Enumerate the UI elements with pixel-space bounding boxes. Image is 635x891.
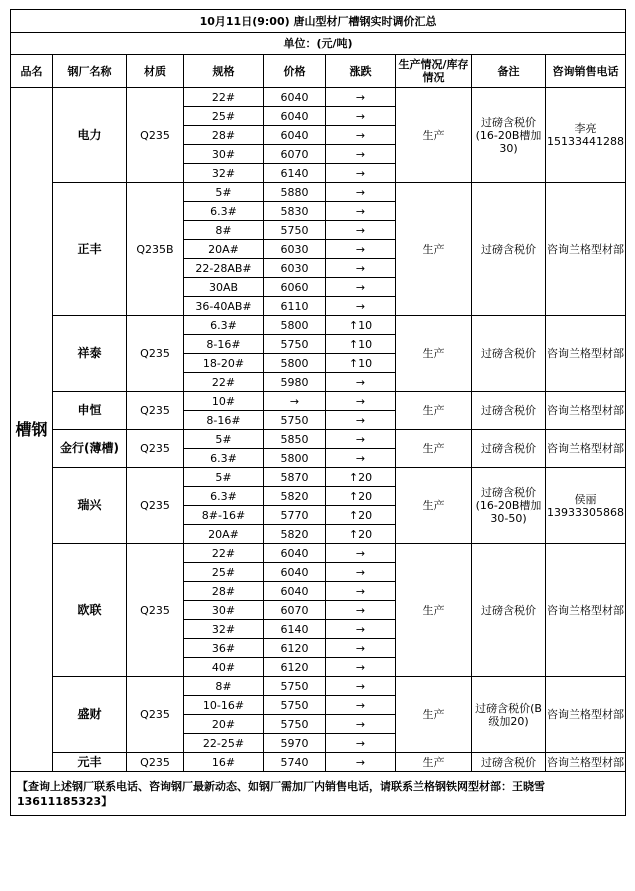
price-cell: 5850 [264, 430, 326, 449]
change-cell: ↑10 [326, 316, 396, 335]
status-cell: 生产 [396, 430, 472, 468]
mill-name: 欧联 [53, 544, 127, 677]
change-cell: → [326, 183, 396, 202]
table-row [11, 430, 626, 449]
table-row [11, 753, 626, 772]
spec-cell: 5# [184, 183, 264, 202]
contact-cell: 咨询兰格型材部 [546, 183, 626, 316]
change-cell: → [326, 734, 396, 753]
material: Q235B [127, 183, 184, 316]
change-cell: → [326, 126, 396, 145]
spec-cell: 40# [184, 658, 264, 677]
header-mill: 钢厂名称 [53, 55, 127, 88]
material: Q235 [127, 753, 184, 772]
table-row [11, 392, 626, 411]
price-cell: 5820 [264, 487, 326, 506]
price-cell: 6070 [264, 601, 326, 620]
status-cell: 生产 [396, 544, 472, 677]
page-title: 10月11日(9:00) 唐山型材厂槽钢实时调价汇总 [11, 10, 626, 33]
status-cell: 生产 [396, 468, 472, 544]
mill-name: 电力 [53, 88, 127, 183]
note-cell: 过磅含税价 [472, 316, 546, 392]
price-cell: 5770 [264, 506, 326, 525]
change-cell: → [326, 544, 396, 563]
spec-cell: 30AB [184, 278, 264, 297]
change-cell: → [326, 164, 396, 183]
status-cell: 生产 [396, 316, 472, 392]
change-cell: → [326, 639, 396, 658]
status-cell: 生产 [396, 753, 472, 772]
change-cell: → [326, 582, 396, 601]
spec-cell: 32# [184, 164, 264, 183]
spec-cell: 22# [184, 544, 264, 563]
change-cell: → [326, 88, 396, 107]
table-row [11, 316, 626, 335]
spec-cell: 32# [184, 620, 264, 639]
contact-cell: 咨询兰格型材部 [546, 316, 626, 392]
table-row [11, 183, 626, 202]
spec-cell: 8-16# [184, 411, 264, 430]
change-cell: ↑10 [326, 354, 396, 373]
price-cell: 5980 [264, 373, 326, 392]
note-cell: 过磅含税价(16-20B槽加30) [472, 88, 546, 183]
spec-cell: 6.3# [184, 449, 264, 468]
mill-name: 申恒 [53, 392, 127, 430]
spec-cell: 20A# [184, 240, 264, 259]
change-cell: ↑20 [326, 468, 396, 487]
price-cell: 6040 [264, 107, 326, 126]
change-cell: → [326, 620, 396, 639]
price-cell: 6040 [264, 563, 326, 582]
header-contact: 咨询销售电话 [546, 55, 626, 88]
contact-cell: 咨询兰格型材部 [546, 430, 626, 468]
price-cell: 6070 [264, 145, 326, 164]
change-cell: ↑20 [326, 525, 396, 544]
price-cell: 5800 [264, 354, 326, 373]
material: Q235 [127, 88, 184, 183]
spec-cell: 6.3# [184, 202, 264, 221]
spec-cell: 36# [184, 639, 264, 658]
price-cell: 6030 [264, 259, 326, 278]
note-cell: 过磅含税价(16-20B槽加30-50) [472, 468, 546, 544]
spec-cell: 8#-16# [184, 506, 264, 525]
material: Q235 [127, 544, 184, 677]
spec-cell: 8# [184, 221, 264, 240]
price-cell: 6040 [264, 88, 326, 107]
price-cell: 5750 [264, 221, 326, 240]
note-cell: 过磅含税价 [472, 430, 546, 468]
price-cell: 5870 [264, 468, 326, 487]
change-cell: → [326, 658, 396, 677]
spec-cell: 30# [184, 601, 264, 620]
header-note: 备注 [472, 55, 546, 88]
footer-contact-note: 【查询上述钢厂联系电话、咨询钢厂最新动态、如钢厂需加厂内销售电话，请联系兰格钢铁网型材部：王晓雪13611185323】 [11, 772, 626, 816]
change-cell: ↑20 [326, 487, 396, 506]
price-cell: 6040 [264, 126, 326, 145]
change-cell: → [326, 221, 396, 240]
price-cell: 6040 [264, 582, 326, 601]
spec-cell: 28# [184, 126, 264, 145]
change-cell: → [326, 202, 396, 221]
status-cell: 生产 [396, 183, 472, 316]
price-cell: 5750 [264, 696, 326, 715]
price-cell: 6030 [264, 240, 326, 259]
price-cell: 6110 [264, 297, 326, 316]
material: Q235 [127, 677, 184, 753]
spec-cell: 6.3# [184, 487, 264, 506]
change-cell: → [326, 373, 396, 392]
change-cell: → [326, 107, 396, 126]
change-cell: → [326, 753, 396, 772]
mill-name: 正丰 [53, 183, 127, 316]
spec-cell: 28# [184, 582, 264, 601]
status-cell: 生产 [396, 88, 472, 183]
change-cell: → [326, 297, 396, 316]
change-cell: → [326, 278, 396, 297]
price-table [10, 9, 626, 816]
price-cell: 5750 [264, 335, 326, 354]
spec-cell: 16# [184, 753, 264, 772]
spec-cell: 18-20# [184, 354, 264, 373]
table-row [11, 468, 626, 487]
price-cell: 5800 [264, 316, 326, 335]
note-cell: 过磅含税价 [472, 544, 546, 677]
header-status: 生产情况/库存情况 [396, 55, 472, 88]
material: Q235 [127, 430, 184, 468]
change-cell: → [326, 696, 396, 715]
price-cell: 5880 [264, 183, 326, 202]
table-row [11, 88, 626, 107]
note-cell: 过磅含税价 [472, 183, 546, 316]
material: Q235 [127, 316, 184, 392]
header-product: 品名 [11, 55, 53, 88]
header-price: 价格 [264, 55, 326, 88]
note-cell: 过磅含税价 [472, 753, 546, 772]
change-cell: ↑10 [326, 335, 396, 354]
spec-cell: 5# [184, 468, 264, 487]
status-cell: 生产 [396, 392, 472, 430]
price-cell: 6140 [264, 164, 326, 183]
spec-cell: 20# [184, 715, 264, 734]
spec-cell: 20A# [184, 525, 264, 544]
price-cell: 5970 [264, 734, 326, 753]
price-cell: → [264, 392, 326, 411]
spec-cell: 22# [184, 88, 264, 107]
spec-cell: 22# [184, 373, 264, 392]
change-cell: → [326, 715, 396, 734]
unit-label: 单位：(元/吨) [11, 33, 626, 55]
price-cell: 5750 [264, 411, 326, 430]
spec-cell: 10-16# [184, 696, 264, 715]
table-row [11, 677, 626, 696]
product-name: 槽钢 [11, 88, 53, 772]
change-cell: → [326, 240, 396, 259]
contact-cell: 咨询兰格型材部 [546, 677, 626, 753]
mill-name: 金行(薄槽) [53, 430, 127, 468]
spec-cell: 25# [184, 107, 264, 126]
change-cell: → [326, 145, 396, 164]
price-cell: 5820 [264, 525, 326, 544]
note-cell: 过磅含税价(B级加20) [472, 677, 546, 753]
change-cell: → [326, 259, 396, 278]
price-cell: 6120 [264, 658, 326, 677]
contact-cell: 咨询兰格型材部 [546, 392, 626, 430]
change-cell: → [326, 449, 396, 468]
spec-cell: 8# [184, 677, 264, 696]
price-cell: 5830 [264, 202, 326, 221]
change-cell: → [326, 430, 396, 449]
change-cell: ↑20 [326, 506, 396, 525]
price-cell: 6060 [264, 278, 326, 297]
spec-cell: 22-28AB# [184, 259, 264, 278]
mill-name: 元丰 [53, 753, 127, 772]
price-cell: 5740 [264, 753, 326, 772]
change-cell: → [326, 411, 396, 430]
change-cell: → [326, 601, 396, 620]
change-cell: → [326, 392, 396, 411]
spec-cell: 5# [184, 430, 264, 449]
table-row [11, 544, 626, 563]
spec-cell: 6.3# [184, 316, 264, 335]
price-cell: 6140 [264, 620, 326, 639]
spec-cell: 36-40AB# [184, 297, 264, 316]
spec-cell: 10# [184, 392, 264, 411]
mill-name: 盛财 [53, 677, 127, 753]
spec-cell: 8-16# [184, 335, 264, 354]
contact-cell: 咨询兰格型材部 [546, 544, 626, 677]
mill-name: 祥泰 [53, 316, 127, 392]
price-cell: 6120 [264, 639, 326, 658]
price-cell: 5750 [264, 677, 326, 696]
change-cell: → [326, 677, 396, 696]
header-material: 材质 [127, 55, 184, 88]
change-cell: → [326, 563, 396, 582]
contact-cell: 侯丽 13933305868 [546, 468, 626, 544]
spec-cell: 22-25# [184, 734, 264, 753]
note-cell: 过磅含税价 [472, 392, 546, 430]
material: Q235 [127, 392, 184, 430]
mill-name: 瑞兴 [53, 468, 127, 544]
price-summary-sheet [10, 9, 625, 816]
contact-cell: 咨询兰格型材部 [546, 753, 626, 772]
status-cell: 生产 [396, 677, 472, 753]
spec-cell: 30# [184, 145, 264, 164]
price-cell: 5750 [264, 715, 326, 734]
header-change: 涨跌 [326, 55, 396, 88]
material: Q235 [127, 468, 184, 544]
price-cell: 5800 [264, 449, 326, 468]
price-cell: 6040 [264, 544, 326, 563]
spec-cell: 25# [184, 563, 264, 582]
contact-cell: 李亮 15133441288 [546, 88, 626, 183]
header-spec: 规格 [184, 55, 264, 88]
